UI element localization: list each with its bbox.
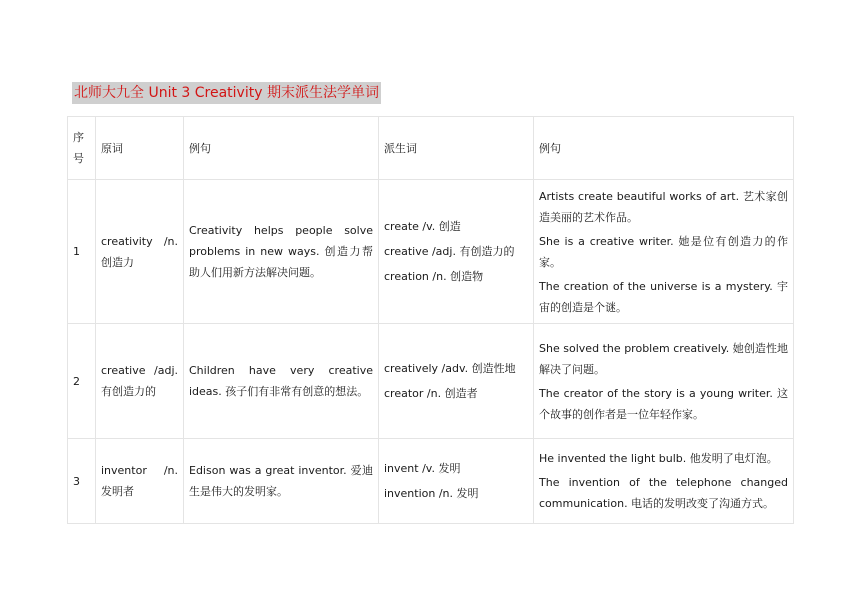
row-word: creative /adj. 有创造力的	[96, 324, 184, 439]
derivative-item: creator /n. 创造者	[384, 387, 478, 400]
vocabulary-table	[67, 116, 794, 524]
document-title: 北师大九全 Unit 3 Creativity 期末派生法学单词	[72, 82, 381, 104]
row-derivatives	[379, 180, 534, 324]
header-derivative: 派生词	[379, 117, 534, 180]
row-derivative-examples	[534, 324, 794, 439]
row-example: Creativity helps people solve problems in new ways. 创造力帮助人们用新方法解决问题。	[184, 180, 379, 324]
derivative-example: She solved the problem creatively. 她创造性地解决了问题。	[539, 341, 788, 376]
derivative-item: invention /n. 发明	[384, 487, 479, 500]
derivative-item: creatively /adv. 创造性地	[384, 362, 516, 375]
derivative-example: He invented the light bulb. 他发明了电灯泡。	[539, 452, 778, 465]
row-derivatives	[379, 324, 534, 439]
derivative-example: The creator of the story is a young writer. 这个故事的创作者是一位年轻作家。	[539, 386, 788, 421]
header-derivative-example: 例句	[534, 117, 794, 180]
row-word: creativity /n. 创造力	[96, 180, 184, 324]
header-word: 原词	[96, 117, 184, 180]
table-row	[68, 180, 794, 324]
header-number: 序号	[68, 117, 96, 180]
row-number: 2	[68, 324, 96, 439]
derivative-example: The creation of the universe is a mystery. 宇宙的创造是个谜。	[539, 279, 788, 314]
derivative-item: creation /n. 创造物	[384, 270, 484, 283]
table-header-row	[68, 117, 794, 180]
row-derivatives	[379, 439, 534, 524]
derivative-example: Artists create beautiful works of art. 艺术家创造美丽的艺术作品。	[539, 189, 788, 224]
derivative-item: create /v. 创造	[384, 220, 461, 233]
row-derivative-examples	[534, 180, 794, 324]
derivative-item: creative /adj. 有创造力的	[384, 245, 515, 258]
derivative-example: The invention of the telephone changed communication. 电话的发明改变了沟通方式。	[539, 476, 788, 510]
row-example: Children have very creative ideas. 孩子们有非常有创意的想法。	[184, 324, 379, 439]
row-number: 1	[68, 180, 96, 324]
derivative-item: invent /v. 发明	[384, 462, 461, 475]
table-row	[68, 324, 794, 439]
row-derivative-examples	[534, 439, 794, 524]
row-number: 3	[68, 439, 96, 524]
table-row	[68, 439, 794, 524]
row-example: Edison was a great inventor. 爱迪生是伟大的发明家。	[184, 439, 379, 524]
derivative-example: She is a creative writer. 她是位有创造力的作家。	[539, 234, 788, 269]
row-word: inventor /n. 发明者	[96, 439, 184, 524]
header-example: 例句	[184, 117, 379, 180]
